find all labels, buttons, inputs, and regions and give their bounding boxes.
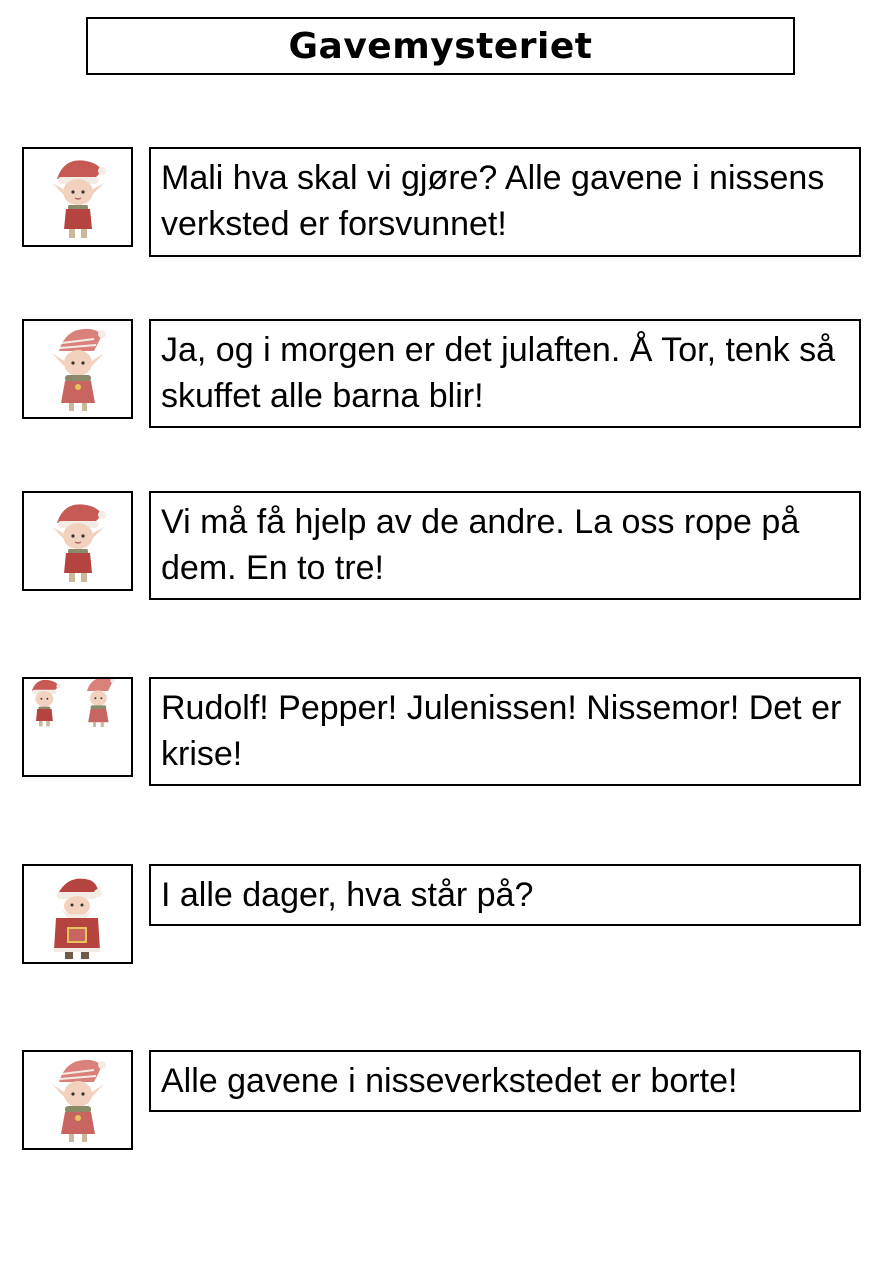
elf-boy-icon [24, 493, 131, 589]
santa-icon [24, 866, 131, 962]
dialogue-text: I alle dager, hva står på? [161, 876, 534, 914]
dialogue-text: Rudolf! Pepper! Julenissen! Nissemor! Det er krise! [161, 689, 842, 773]
speaker-portrait [22, 864, 133, 964]
speaker-portrait [22, 677, 133, 777]
speaker-portrait [22, 319, 133, 419]
speaker-portrait [22, 147, 133, 247]
speaker-portrait [22, 491, 133, 591]
page-title-box [86, 17, 795, 75]
dialogue-bubble [149, 147, 861, 257]
dialogue-text: Ja, og i morgen er det julaften. Å Tor, tenk så skuffet alle barna blir! [161, 331, 836, 415]
dialogue-bubble [149, 319, 861, 428]
dialogue-text: Alle gavene i nisseverkstedet er borte! [161, 1062, 738, 1100]
elf-girl-icon [24, 321, 131, 417]
dialogue-text: Vi må få hjelp av de andre. La oss rope på dem. En to tre! [161, 503, 800, 587]
dialogue-text: Mali hva skal vi gjøre? Alle gavene i nissens verksted er forsvunnet! [161, 159, 825, 243]
elf-boy-icon [24, 149, 131, 245]
elf-girl-icon [24, 1052, 131, 1148]
speaker-portrait [22, 1050, 133, 1150]
dialogue-bubble [149, 864, 861, 926]
elf-pair-icon [24, 679, 131, 775]
dialogue-bubble [149, 1050, 861, 1112]
page-title: Gavemysteriet [288, 25, 593, 67]
dialogue-bubble [149, 677, 861, 786]
dialogue-bubble [149, 491, 861, 600]
